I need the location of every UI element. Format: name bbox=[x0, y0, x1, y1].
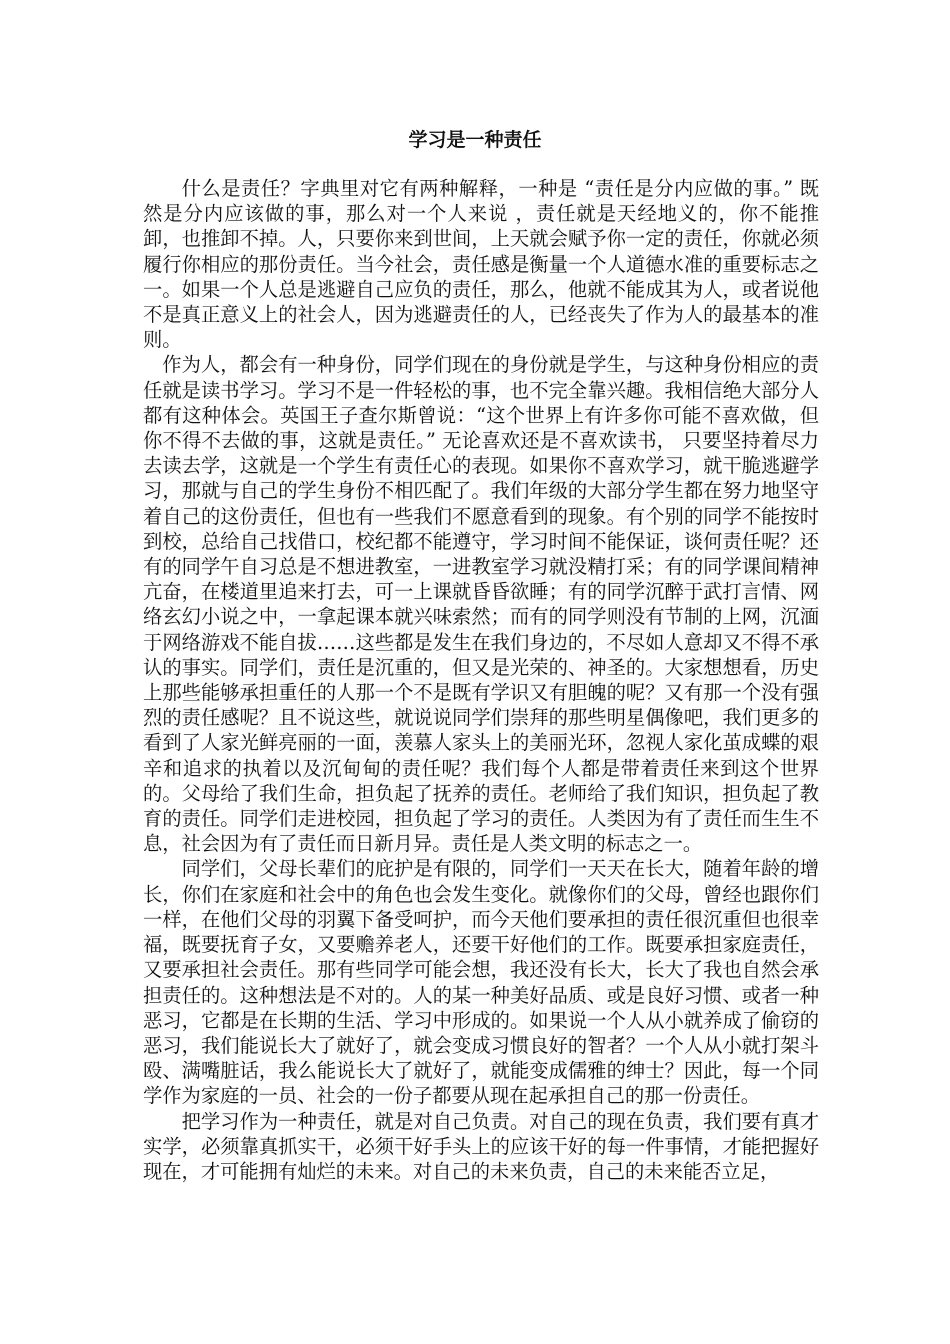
document-body bbox=[143, 176, 819, 1184]
paragraph: 什么是责任？字典里对它有两种解释，一种是 “责任是分内应做的事。” 既然是分内应该做的事，那么对一个人来说 ，责任就是天经地义的，你不能推卸，也推卸不掉。人，只要你来到世间，上天就会赋予你一定的责任，你就必须履行你相应的那份责任。当今社会，责任感是衡量一个人道德水准的重要标志之一。如果一个人总是逃避自己应负的责任，那么，他就不能成其为人，或者说他不是真正意义上的社会人，因为逃避责任的人，已经丧失了作为人的最基本的准则。 bbox=[143, 177, 819, 352]
paragraph: 同学们，父母长辈们的庇护是有限的，同学们一天天在长大，随着年龄的增长，你们在家庭和社会中的角色也会发生变化。就像你们的父母，曾经也跟你们一样，在他们父母的羽翼下备受呵护，而今天他们要承担的责任很沉重但也很幸福，既要抚育子女，又要赡养老人，还要干好他们的工作。既要承担家庭责任，又要承担社会责任。那有些同学可能会想，我还没有长大，长大了我也自然会承担责任的。这种想法是不对的。人的某一种美好品质、或是良好习惯、或者一种恶习，它都是在长期的生活、学习中形成的。如果说一个人从小就养成了偷窃的恶习，我们能说长大了就好了，就会变成习惯良好的智者？一个人从小就打架斗殴、满嘴脏话，我么能说长大了就好了，就能变成儒雅的绅士？因此，每一个同学作为家庭的一员、社会的一份子都要从现在起承担自己的那一份责任。 bbox=[143, 857, 819, 1108]
document-title: 学习是一种责任 bbox=[408, 129, 542, 151]
paragraph: 把学习作为一种责任，就是对自己负责。对自己的现在负责，我们要有真才实学，必须靠真抓实干，必须干好手头上的应该干好的每一件事情，才能把握好现在，才可能拥有灿烂的未来。对自己的未来负责，自己的未来能否立足， bbox=[143, 1109, 819, 1183]
paragraph: 作为人，都会有一种身份，同学们现在的身份就是学生，与这种身份相应的责任就是读书学习。学习不是一件轻松的事，也不完全靠兴趣。我相信绝大部分人都有这种体会。英国王子查尔斯曾说：“这个世界上有许多你可能不喜欢做，但你不得不去做的事，这就是责任。” 无论喜欢还是不喜欢读书， 只要坚持着尽力去读去学，这就是一个学生有责任心的表现。如果你不喜欢学习，就干脆逃避学习，那就与自己的学生身份不相匹配了。我们年级的大部分学生都在努力地坚守着自己的这份责任，但也有一些我们不愿意看到的现象。有个别的同学不能按时到校，总给自己找借口，校纪都不能遵守，学习时间不能保证，谈何责任呢？还有的同学午自习总是不想进教室，一进教室学习就没精打采；有的同学课间精神亢奋，在楼道里追来打去，可一上课就昏昏欲睡；有的同学沉醉于武打言情、网络玄幻小说之中，一拿起课本就兴味索然；而有的同学则没有节制的上网，沉湎于网络游戏不能自拔……这些都是发生在我们身边的，不尽如人意却又不得不承认的事实。同学们，责任是沉重的，但又是光荣的、神圣的。大家想想看，历史上那些能够承担重任的人那一个不是既有学识又有胆魄的呢？又有那一个没有强烈的责任感呢？且不说这些，就说说同学们崇拜的那些明星偶像吧，我们更多的看到了人家光鲜亮丽的一面，羡慕人家头上的美丽光环，忽视人家化茧成蝶的艰辛和追求的执着以及沉甸甸的责任呢？我们每个人都是带着责任来到这个世界的。父母给了我们生命，担负起了抚养的责任。老师给了我们知识，担负起了教育的责任。同学们走进校园，担负起了学习的责任。人类因为有了责任而生生不息，社会因为有了责任而日新月异。责任是人类文明的标志之一。 bbox=[143, 353, 819, 856]
